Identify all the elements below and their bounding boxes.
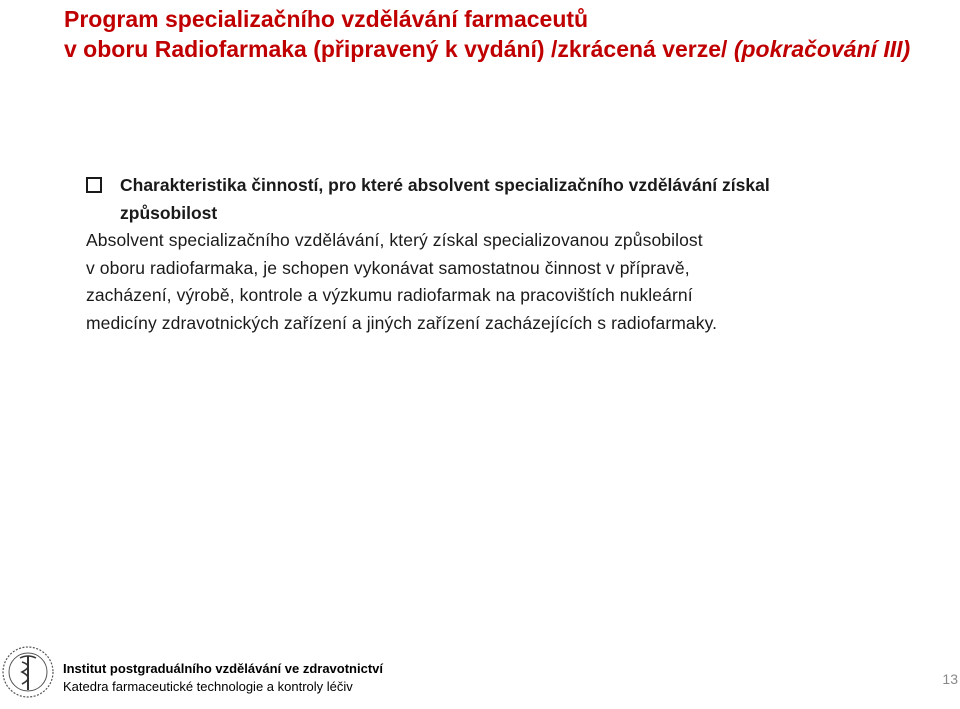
footer-institute: Institut postgraduálního vzdělávání ve zdravotnictví (63, 661, 383, 676)
title-line-1: Program specializačního vzdělávání farmaceutů (64, 6, 589, 32)
title-line-2: v oboru Radiofarmaka (připravený k vydání) /zkrácená verze/ (pokračování III) (64, 36, 911, 62)
body-line: medicíny zdravotnických zařízení a jiných zařízení zacházejících s radiofarmaky. (86, 312, 718, 333)
page-number: 13 (942, 671, 958, 687)
bullet-section (86, 172, 926, 337)
page-title (64, 4, 910, 64)
footer (63, 660, 383, 696)
bullet-heading-line-2: způsobilost (120, 202, 218, 223)
footer-department: Katedra farmaceutické technologie a kontroly léčiv (63, 679, 353, 694)
institute-logo-icon (0, 636, 56, 709)
body-line: Absolvent specializačního vzdělávání, který získal specializovanou způsobilost (86, 230, 703, 250)
bullet-heading-line-1: Charakteristika činností, pro které absolvent specializačního vzdělávání získal (120, 175, 770, 195)
bullet-body (86, 227, 926, 337)
checkbox-icon (86, 177, 102, 193)
bullet-heading (86, 172, 926, 227)
body-line: v oboru radiofarmaka, je schopen vykonávat samostatnou činnost v přípravě, (86, 257, 690, 278)
body-line: zacházení, výrobě, kontrole a výzkumu radiofarmak na pracovištích nukleární (86, 285, 693, 305)
